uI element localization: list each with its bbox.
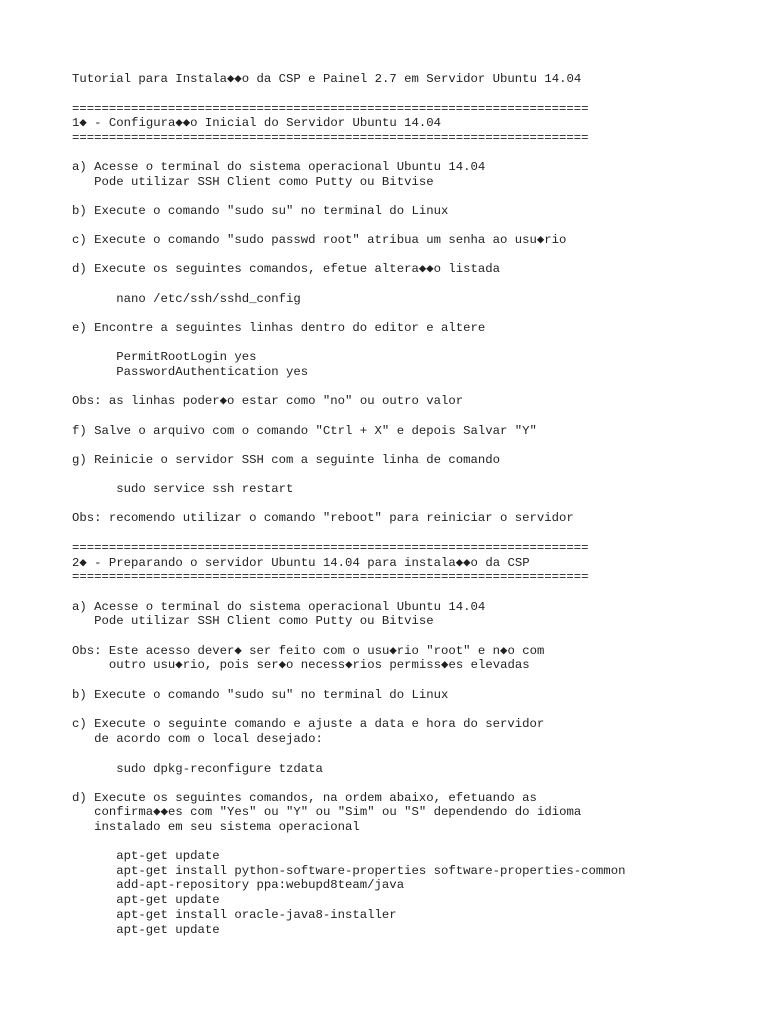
command-line: sudo service ssh restart [72, 482, 294, 496]
step-a-line-2: Pode utilizar SSH Client como Putty ou Bitvise [72, 614, 434, 628]
command-line: apt-get install python-software-properties software-properties-common [72, 864, 626, 878]
step-d-line-3: instalado em seu sistema operacional [72, 820, 360, 834]
step-e: e) Encontre a seguintes linhas dentro do editor e altere [72, 321, 486, 335]
command-line: apt-get update [72, 849, 220, 863]
separator-line: ====================================================================== [72, 541, 589, 555]
separator-line: ====================================================================== [72, 102, 589, 116]
obs-note: Obs: Este acesso dever◆ ser feito com o usu◆rio "root" e n◆o com [72, 644, 545, 658]
section-1-heading: 1◆ - Configura◆◆o Inicial do Servidor Ubuntu 14.04 [72, 116, 442, 130]
obs-note: Obs: as linhas poder◆o estar como "no" ou outro valor [72, 394, 464, 408]
step-d-line-2: confirma◆◆es com "Yes" ou "Y" ou "Sim" ou "S" dependendo do idioma [72, 805, 582, 819]
command-line: sudo dpkg-reconfigure tzdata [72, 762, 323, 776]
command-line: nano /etc/ssh/sshd_config [72, 292, 301, 306]
obs-note: Obs: recomendo utilizar o comando "reboot" para reiniciar o servidor [72, 511, 574, 525]
step-b: b) Execute o comando "sudo su" no terminal do Linux [72, 204, 449, 218]
separator-line: ====================================================================== [72, 570, 589, 584]
command-line: add-apt-repository ppa:webupd8team/java [72, 878, 405, 892]
step-c: c) Execute o comando "sudo passwd root" atribua um senha ao usu◆rio [72, 233, 567, 247]
step-a-line-1: a) Acesse o terminal do sistema operacional Ubuntu 14.04 [72, 600, 486, 614]
step-g: g) Reinicie o servidor SSH com a seguinte linha de comando [72, 453, 501, 467]
command-line: apt-get update [72, 893, 220, 907]
step-c-line-2: de acordo com o local desejado: [72, 732, 323, 746]
separator-line: ====================================================================== [72, 131, 589, 145]
command-line: PermitRootLogin yes [72, 350, 257, 364]
step-d-line-1: d) Execute os seguintes comandos, na ordem abaixo, efetuando as [72, 791, 537, 805]
document-title: Tutorial para Instala◆◆o da CSP e Painel 2.7 em Servidor Ubuntu 14.04 [72, 72, 582, 86]
command-line: apt-get install oracle-java8-installer [72, 908, 397, 922]
step-b: b) Execute o comando "sudo su" no terminal do Linux [72, 688, 449, 702]
section-2-heading: 2◆ - Preparando o servidor Ubuntu 14.04 para instala◆◆o da CSP [72, 556, 530, 570]
obs-note: outro usu◆rio, pois ser◆o necess◆rios permiss◆es elevadas [72, 658, 530, 672]
command-line: apt-get update [72, 923, 220, 937]
step-a-line-1: a) Acesse o terminal do sistema operacional Ubuntu 14.04 [72, 160, 486, 174]
step-d: d) Execute os seguintes comandos, efetue altera◆◆o listada [72, 262, 501, 276]
step-c-line-1: c) Execute o seguinte comando e ajuste a data e hora do servidor [72, 717, 545, 731]
step-a-line-2: Pode utilizar SSH Client como Putty ou Bitvise [72, 175, 434, 189]
step-f: f) Salve o arquivo com o comando "Ctrl + X" e depois Salvar "Y" [72, 424, 537, 438]
command-line: PasswordAuthentication yes [72, 365, 309, 379]
